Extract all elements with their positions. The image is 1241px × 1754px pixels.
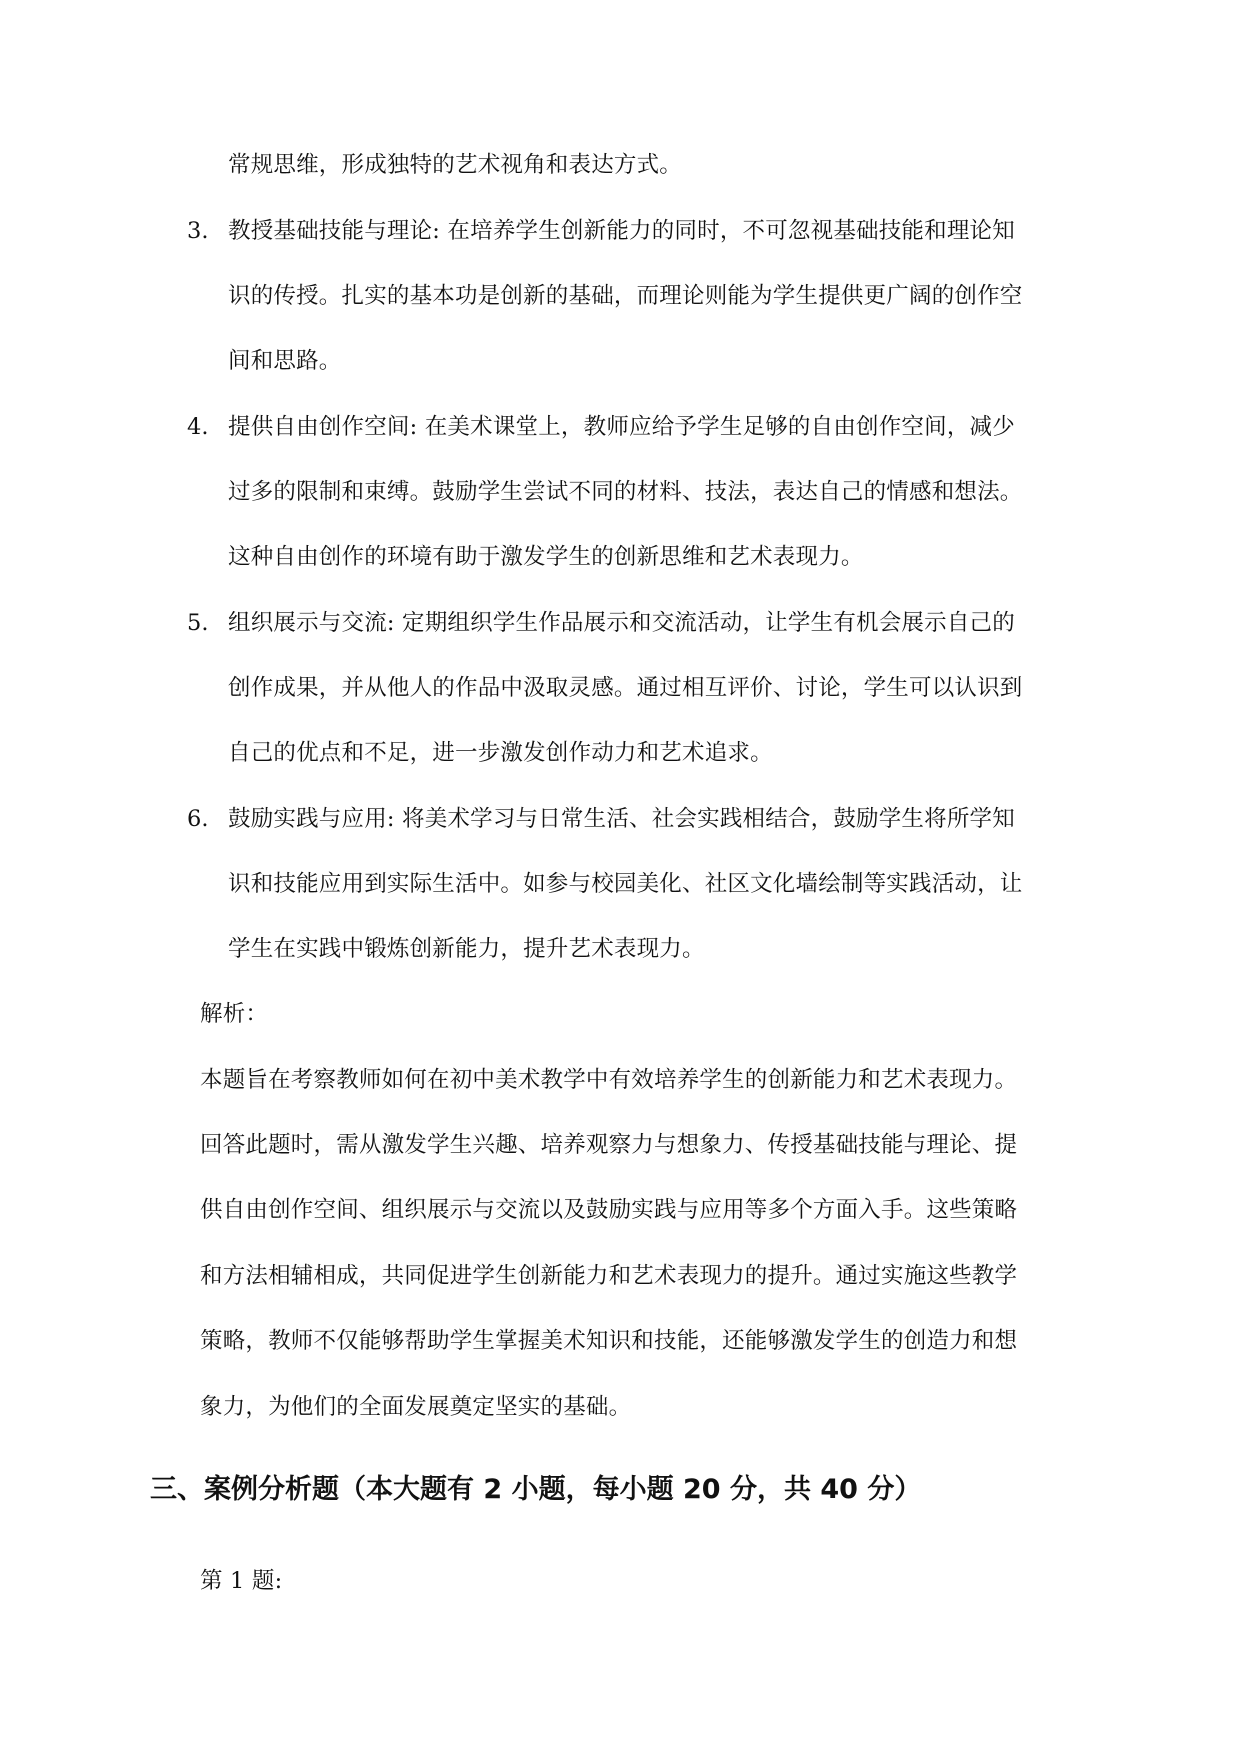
item-4-number: 4. [187,414,209,440]
item-6-number: 6. [187,806,209,832]
item-3-line: 间和思路。 [228,348,342,374]
item-6-line: 学生在实践中锻炼创新能力，提升艺术表现力。 [228,936,705,962]
item-5-line: 创作成果，并从他人的作品中汲取灵感。通过相互评价、讨论，学生可以认识到 [228,675,1023,701]
section-heading: 三、案例分析题（本大题有 2 小题，每小题 20 分，共 40 分） [150,1474,922,1505]
analysis-line: 供自由创作空间、组织展示与交流以及鼓励实践与应用等多个方面入手。这些策略 [200,1197,1018,1223]
item-4-line: 这种自由创作的环境有助于激发学生的创新思维和艺术表现力。 [228,544,864,570]
analysis-line: 策略，教师不仅能够帮助学生掌握美术知识和技能，还能够激发学生的创造力和想 [200,1328,1018,1354]
item-3-number: 3. [187,218,209,244]
item-6-line: 识和技能应用到实际生活中。如参与校园美化、社区文化墙绘制等实践活动，让 [228,871,1023,897]
item-5-line: 组织展示与交流: 定期组织学生作品展示和交流活动，让学生有机会展示自己的 [228,610,1015,636]
question-label: 第 1 题: [200,1568,283,1594]
analysis-line: 本题旨在考察教师如何在初中美术教学中有效培养学生的创新能力和艺术表现力。 [200,1067,1018,1093]
item-3-line: 识的传授。扎实的基本功是创新的基础，而理论则能为学生提供更广阔的创作空 [228,283,1023,309]
item-2-continuation-line: 常规思维，形成独特的艺术视角和表达方式。 [228,152,683,178]
item-4-line: 过多的限制和束缚。鼓励学生尝试不同的材料、技法，表达自己的情感和想法。 [228,479,1023,505]
analysis-line: 象力，为他们的全面发展奠定坚实的基础。 [200,1394,632,1420]
item-5-number: 5. [187,610,209,636]
item-4-line: 提供自由创作空间: 在美术课堂上，教师应给予学生足够的自由创作空间，减少 [228,414,1015,440]
item-3-line: 教授基础技能与理论: 在培养学生创新能力的同时，不可忽视基础技能和理论知 [228,218,1015,244]
item-5-line: 自己的优点和不足，进一步激发创作动力和艺术追求。 [228,740,773,766]
item-6-line: 鼓励实践与应用: 将美术学习与日常生活、社会实践相结合，鼓励学生将所学知 [228,806,1015,832]
analysis-line: 回答此题时，需从激发学生兴趣、培养观察力与想象力、传授基础技能与理论、提 [200,1132,1018,1158]
analysis-label: 解析： [200,1001,269,1027]
analysis-line: 和方法相辅相成，共同促进学生创新能力和艺术表现力的提升。通过实施这些教学 [200,1263,1018,1289]
